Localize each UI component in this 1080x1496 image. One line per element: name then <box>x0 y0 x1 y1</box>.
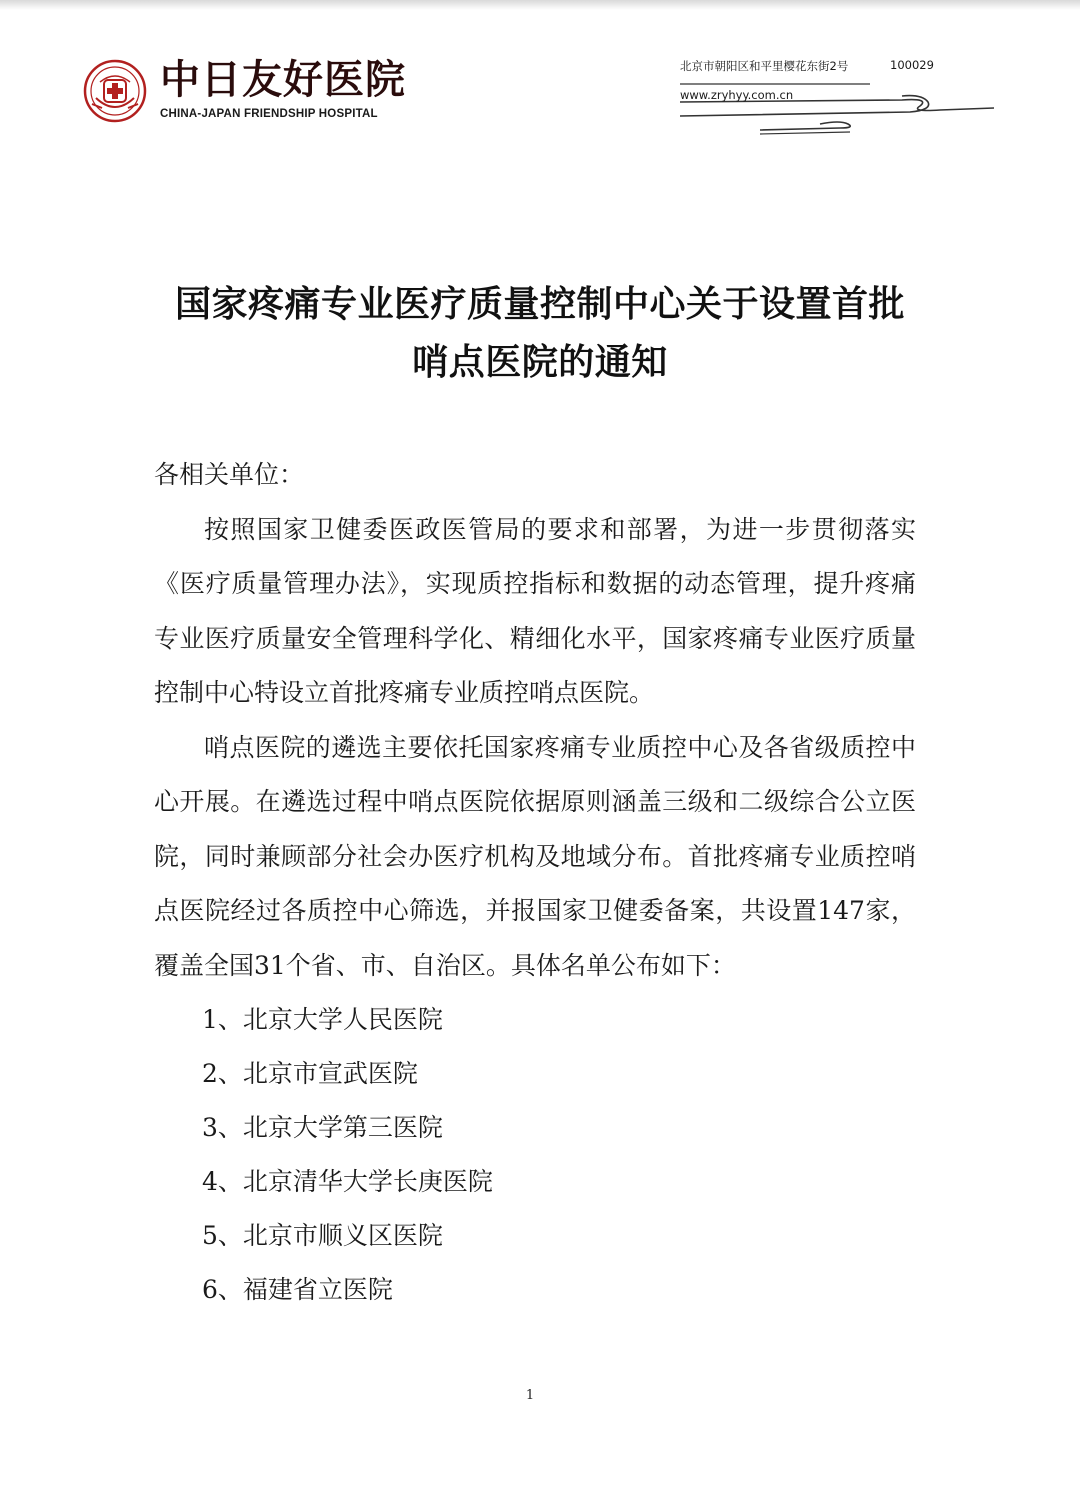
hospital-list <box>154 993 916 1317</box>
document-body <box>154 448 916 1317</box>
list-item: 6、福建省立医院 <box>202 1275 393 1304</box>
hospital-name-cn: 中日友好医院 <box>160 57 406 103</box>
list-item: 5、北京市顺义区医院 <box>202 1221 443 1250</box>
list-item: 4、北京清华大学长庚医院 <box>202 1167 493 1196</box>
hospital-postcode: 100029 <box>890 58 934 72</box>
hospital-name-en: CHINA-JAPAN FRIENDSHIP HOSPITAL <box>160 108 378 120</box>
letterhead-swoosh-decoration <box>680 72 1000 142</box>
page-top-edge <box>0 0 1080 10</box>
list-item: 1、北京大学人民医院 <box>202 1005 443 1034</box>
hospital-logo <box>82 54 406 130</box>
paragraph-2: 哨点医院的遴选主要依托国家疼痛专业质控中心及各省级质控中心开展。在遴选过程中哨点医院依据原则涵盖三级和二级综合公立医院，同时兼顾部分社会办医疗机构及地域分布。首批疼痛专业质控哨点医院经过各质控中心筛选，并报国家卫健委备案，共设置147家，覆盖全国31个省、市、自治区。具体名单公布如下： <box>154 732 916 980</box>
hospital-website: www.zryhyy.com.cn <box>680 88 794 102</box>
paragraph-1: 按照国家卫健委医政医管局的要求和部署，为进一步贯彻落实《医疗质量管理办法》，实现质控指标和数据的动态管理，提升疼痛专业医疗质量安全管理科学化、精细化水平，国家疼痛专业医疗质量控制中心特设立首批疼痛专业质控哨点医院。 <box>154 514 916 707</box>
hospital-address: 北京市朝阳区和平里樱花东街2号 <box>680 59 849 73</box>
letterhead-contact <box>680 58 1000 138</box>
list-item: 2、北京市宣武医院 <box>202 1059 418 1088</box>
hospital-emblem-icon <box>82 58 148 124</box>
list-item: 3、北京大学第三医院 <box>202 1113 443 1142</box>
document-title <box>150 276 930 392</box>
salutation: 各相关单位： <box>154 460 305 489</box>
title-line-2: 哨点医院的通知 <box>412 342 668 383</box>
title-line-1: 国家疼痛专业医疗质量控制中心关于设置首批 <box>174 284 905 325</box>
page-number: 1 <box>525 1388 535 1403</box>
